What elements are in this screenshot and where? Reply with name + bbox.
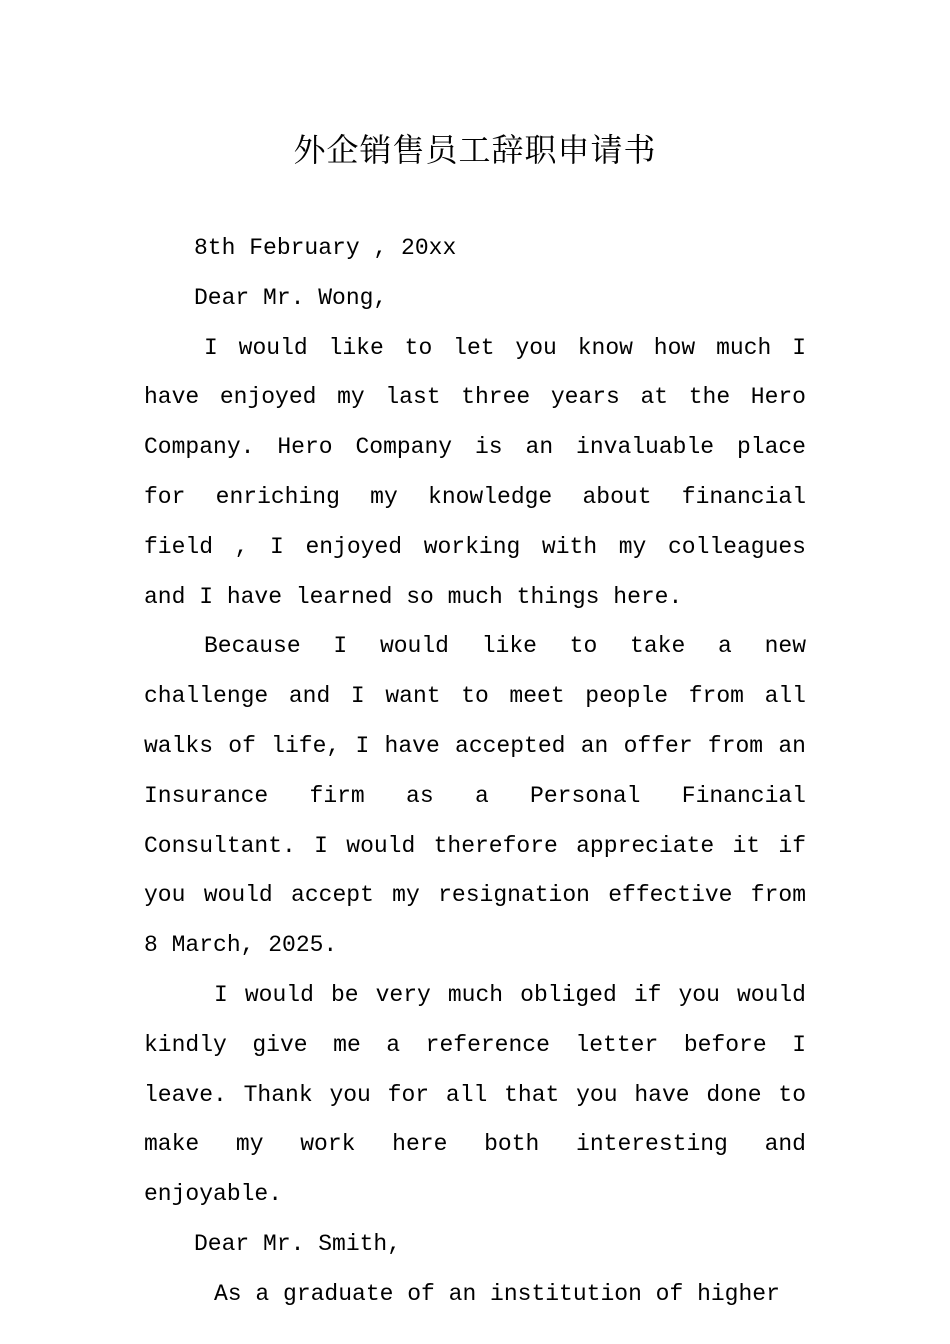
letter-body bbox=[144, 224, 806, 1320]
paragraph-graduate: As a graduate of an institution of higher bbox=[214, 1280, 780, 1307]
date-line: 8th February , 20xx bbox=[194, 235, 457, 261]
document-title: 外企销售员工辞职申请书 bbox=[293, 131, 657, 169]
paragraph-reference-letter: I would be very much obliged if you would kindly give me a reference letter before I leave. Thank you for all that you have done to make my work here both interesting and enjoyable. bbox=[144, 981, 806, 1208]
paragraph-enjoyed: I would like to let you know how much I have enjoyed my last three years at the Hero Company. Hero Company is an invaluable place for enriching my knowledge about financial field , I enjoyed working with my colleagues and I have learned so much things here. bbox=[144, 334, 806, 610]
salutation-smith: Dear Mr. Smith, bbox=[194, 1230, 402, 1257]
paragraph-new-challenge: Because I would like to take a new challenge and I want to meet people from all walks of life, I have accepted an offer from an Insurance firm as a Personal Financial Consultant. I would therefore appreciate it if you would accept my resignation effective from 8 March, 2025. bbox=[144, 633, 806, 959]
salutation-wong: Dear Mr. Wong, bbox=[194, 284, 388, 311]
